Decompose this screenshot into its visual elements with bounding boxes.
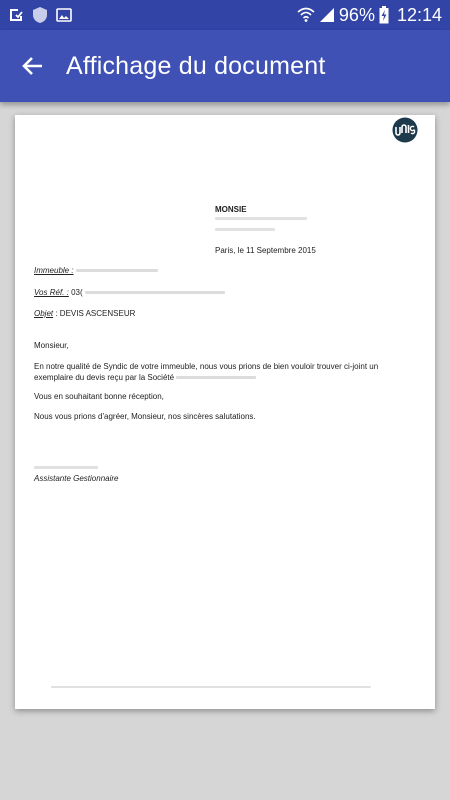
company-logo: [392, 117, 418, 143]
signature-role: Assistante Gestionnaire: [34, 474, 119, 483]
download-done-icon: [8, 7, 24, 23]
redacted-immeuble: [76, 269, 158, 272]
objet-line: [34, 309, 135, 318]
body-paragraph-1-text: En notre qualité de Syndic de votre immeuble, nous vous prions de bien vouloir trouver ci-joint un exemplaire du devis reçu par la Société: [34, 362, 379, 382]
notification-icons: [0, 6, 72, 24]
date-line: Paris, le 11 Septembre 2015: [215, 246, 316, 255]
redacted-signatory: [34, 466, 98, 469]
body-paragraph-2: Vous en souhaitant bonne réception,: [34, 392, 164, 401]
redacted-footer: [51, 686, 371, 688]
reference-value: 03(: [71, 288, 83, 297]
body-paragraph-1: [34, 361, 419, 383]
arrow-left-icon: [21, 56, 43, 76]
status-bar: [0, 0, 450, 30]
redacted-reference: [85, 291, 225, 294]
signal-icon: [319, 7, 335, 23]
battery-percent: 96%: [338, 4, 375, 25]
salutation: Monsieur,: [34, 341, 69, 350]
recipient-name: MONSIE: [215, 205, 247, 214]
page-title: Affichage du document: [66, 51, 326, 80]
body-paragraph-3: Nous vous prions d'agréer, Monsieur, nos sincères salutations.: [34, 412, 256, 421]
objet-label: Objet: [34, 309, 54, 318]
immeuble-line: [34, 266, 158, 275]
redacted-address-line: [215, 217, 307, 220]
clock: 12:14: [396, 4, 442, 25]
shield-icon: [32, 6, 48, 24]
battery-charging-icon: [379, 6, 389, 24]
objet-value: : DEVIS ASCENSEUR: [53, 309, 136, 318]
reference-line: [34, 288, 225, 297]
document-page[interactable]: [15, 115, 435, 709]
wifi-icon: [297, 7, 315, 23]
app-bar: [0, 30, 450, 102]
redacted-address-line: [215, 228, 275, 231]
reference-label: Vos Réf. :: [34, 288, 69, 297]
back-button[interactable]: [10, 44, 54, 88]
redacted-company: [176, 376, 256, 379]
image-icon: [56, 7, 72, 23]
system-icons: [297, 5, 450, 26]
immeuble-label: Immeuble :: [34, 266, 74, 275]
